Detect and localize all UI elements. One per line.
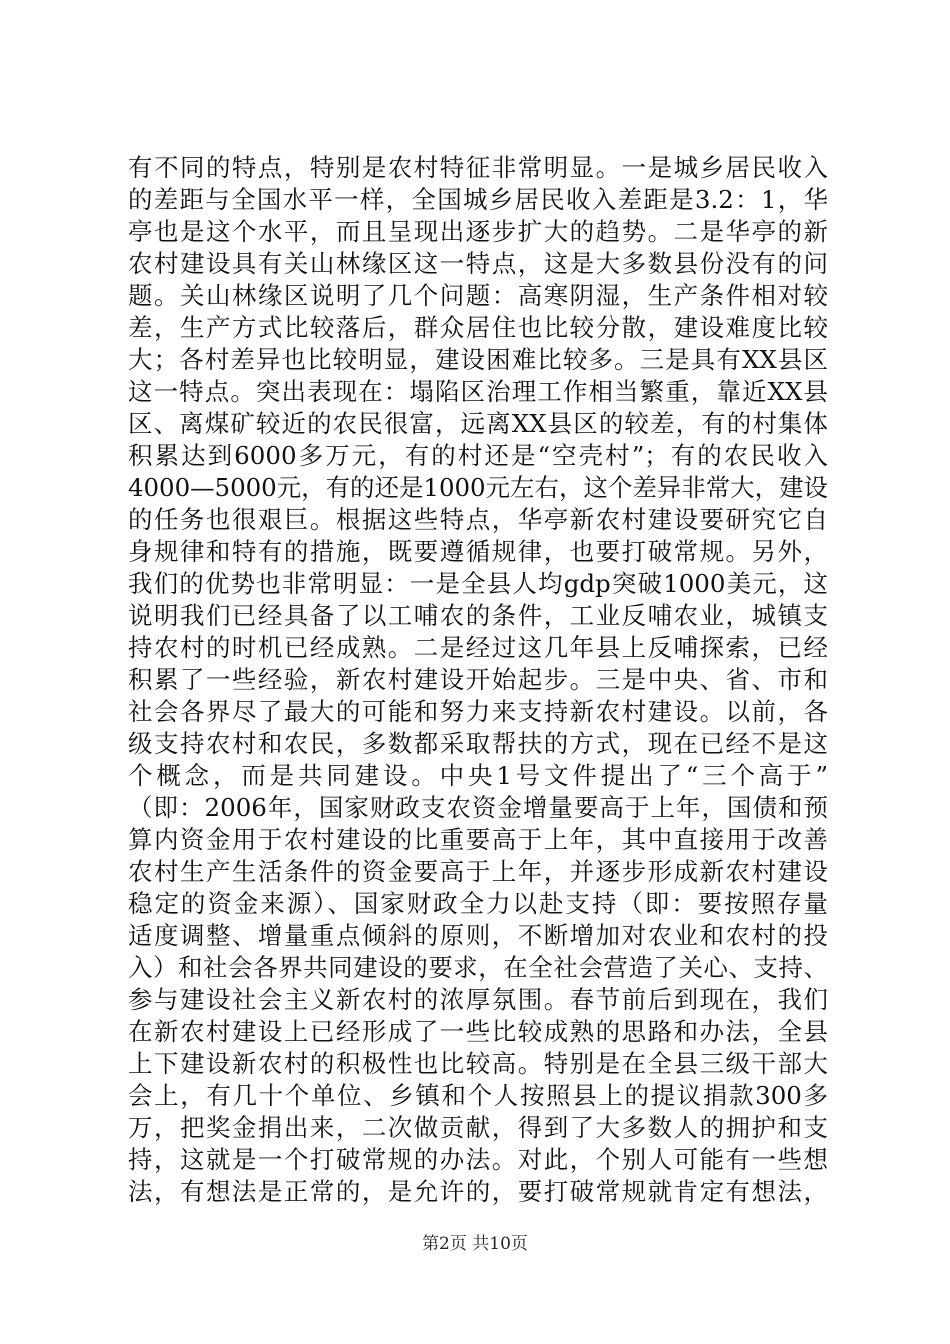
text-line: 农村建设具有关山林缘区这一特点，这是大多数县份没有的问 — [128, 249, 828, 278]
text-line: 身规律和特有的措施，既要遵循规律，也要打破常规。另外， — [128, 537, 828, 566]
text-line: 持，这就是一个打破常规的办法。对此，个别人可能有一些想 — [128, 1145, 828, 1174]
text-line: 这一特点。突出表现在：塌陷区治理工作相当繁重，靠近XX县 — [128, 377, 828, 406]
text-line: 积累了一些经验，新农村建设开始起步。三是中央、省、市和 — [128, 665, 828, 694]
text-line: 万，把奖金捐出来，二次做贡献，得到了大多数人的拥护和支 — [128, 1113, 828, 1142]
text-line: 入）和社会各界共同建设的要求，在全社会营造了关心、支持、 — [128, 953, 828, 982]
text-line: 稳定的资金来源）、国家财政全力以赴支持（即：要按照存量 — [128, 889, 828, 918]
text-line: 的任务也很艰巨。根据这些特点，华亭新农村建设要研究它自 — [128, 505, 828, 534]
text-line: 农村生产生活条件的资金要高于上年，并逐步形成新农村建设 — [128, 857, 828, 886]
text-line: 题。关山林缘区说明了几个问题：高寒阴湿，生产条件相对较 — [128, 281, 828, 310]
page-number-footer: 第2页 共10页 — [422, 1234, 528, 1254]
text-line: 个概念，而是共同建设。中央1号文件提出了“三个高于” — [128, 761, 828, 790]
text-line: 说明我们已经具备了以工哺农的条件，工业反哺农业，城镇支 — [128, 601, 828, 630]
text-line: 适度调整、增量重点倾斜的原则，不断增加对农业和农村的投 — [128, 921, 828, 950]
text-line: 持农村的时机已经成熟。二是经过这几年县上反哺探索，已经 — [128, 633, 828, 662]
text-line: 差，生产方式比较落后，群众居住也比较分散，建设难度比较 — [128, 313, 828, 342]
text-line: 有不同的特点，特别是农村特征非常明显。一是城乡居民收入 — [128, 153, 828, 182]
text-line: 参与建设社会主义新农村的浓厚氛围。春节前后到现在，我们 — [128, 985, 828, 1014]
text-line: 算内资金用于农村建设的比重要高于上年，其中直接用于改善 — [128, 825, 828, 854]
text-line: 我们的优势也非常明显：一是全县人均gdp突破1000美元，这 — [128, 569, 828, 598]
text-line: 积累达到6000多万元，有的村还是“空壳村”；有的农民收入 — [128, 441, 828, 470]
text-line: 法，有想法是正常的，是允许的，要打破常规就肯定有想法， — [128, 1177, 828, 1206]
body-paragraph — [128, 152, 828, 1208]
text-line: 社会各界尽了最大的可能和努力来支持新农村建设。以前，各 — [128, 697, 828, 726]
text-line: （即：2006年，国家财政支农资金增量要高于上年，国债和预 — [128, 793, 828, 822]
text-line: 在新农村建设上已经形成了一些比较成熟的思路和办法，全县 — [128, 1017, 828, 1046]
text-line: 大；各村差异也比较明显，建设困难比较多。三是具有XX县区 — [128, 345, 828, 374]
text-line: 4000—5000元，有的还是1000元左右，这个差异非常大，建设 — [128, 473, 828, 502]
text-line: 亭也是这个水平，而且呈现出逐步扩大的趋势。二是华亭的新 — [128, 217, 828, 246]
text-line: 上下建设新农村的积极性也比较高。特别是在全县三级干部大 — [128, 1049, 828, 1078]
text-line: 的差距与全国水平一样，全国城乡居民收入差距是3.2：1，华 — [128, 185, 828, 214]
text-line: 级支持农村和农民，多数都采取帮扶的方式，现在已经不是这 — [128, 729, 828, 758]
text-line: 会上，有几十个单位、乡镇和个人按照县上的提议捐款300多 — [128, 1081, 828, 1110]
text-line: 区、离煤矿较近的农民很富，远离XX县区的较差，有的村集体 — [128, 409, 828, 438]
